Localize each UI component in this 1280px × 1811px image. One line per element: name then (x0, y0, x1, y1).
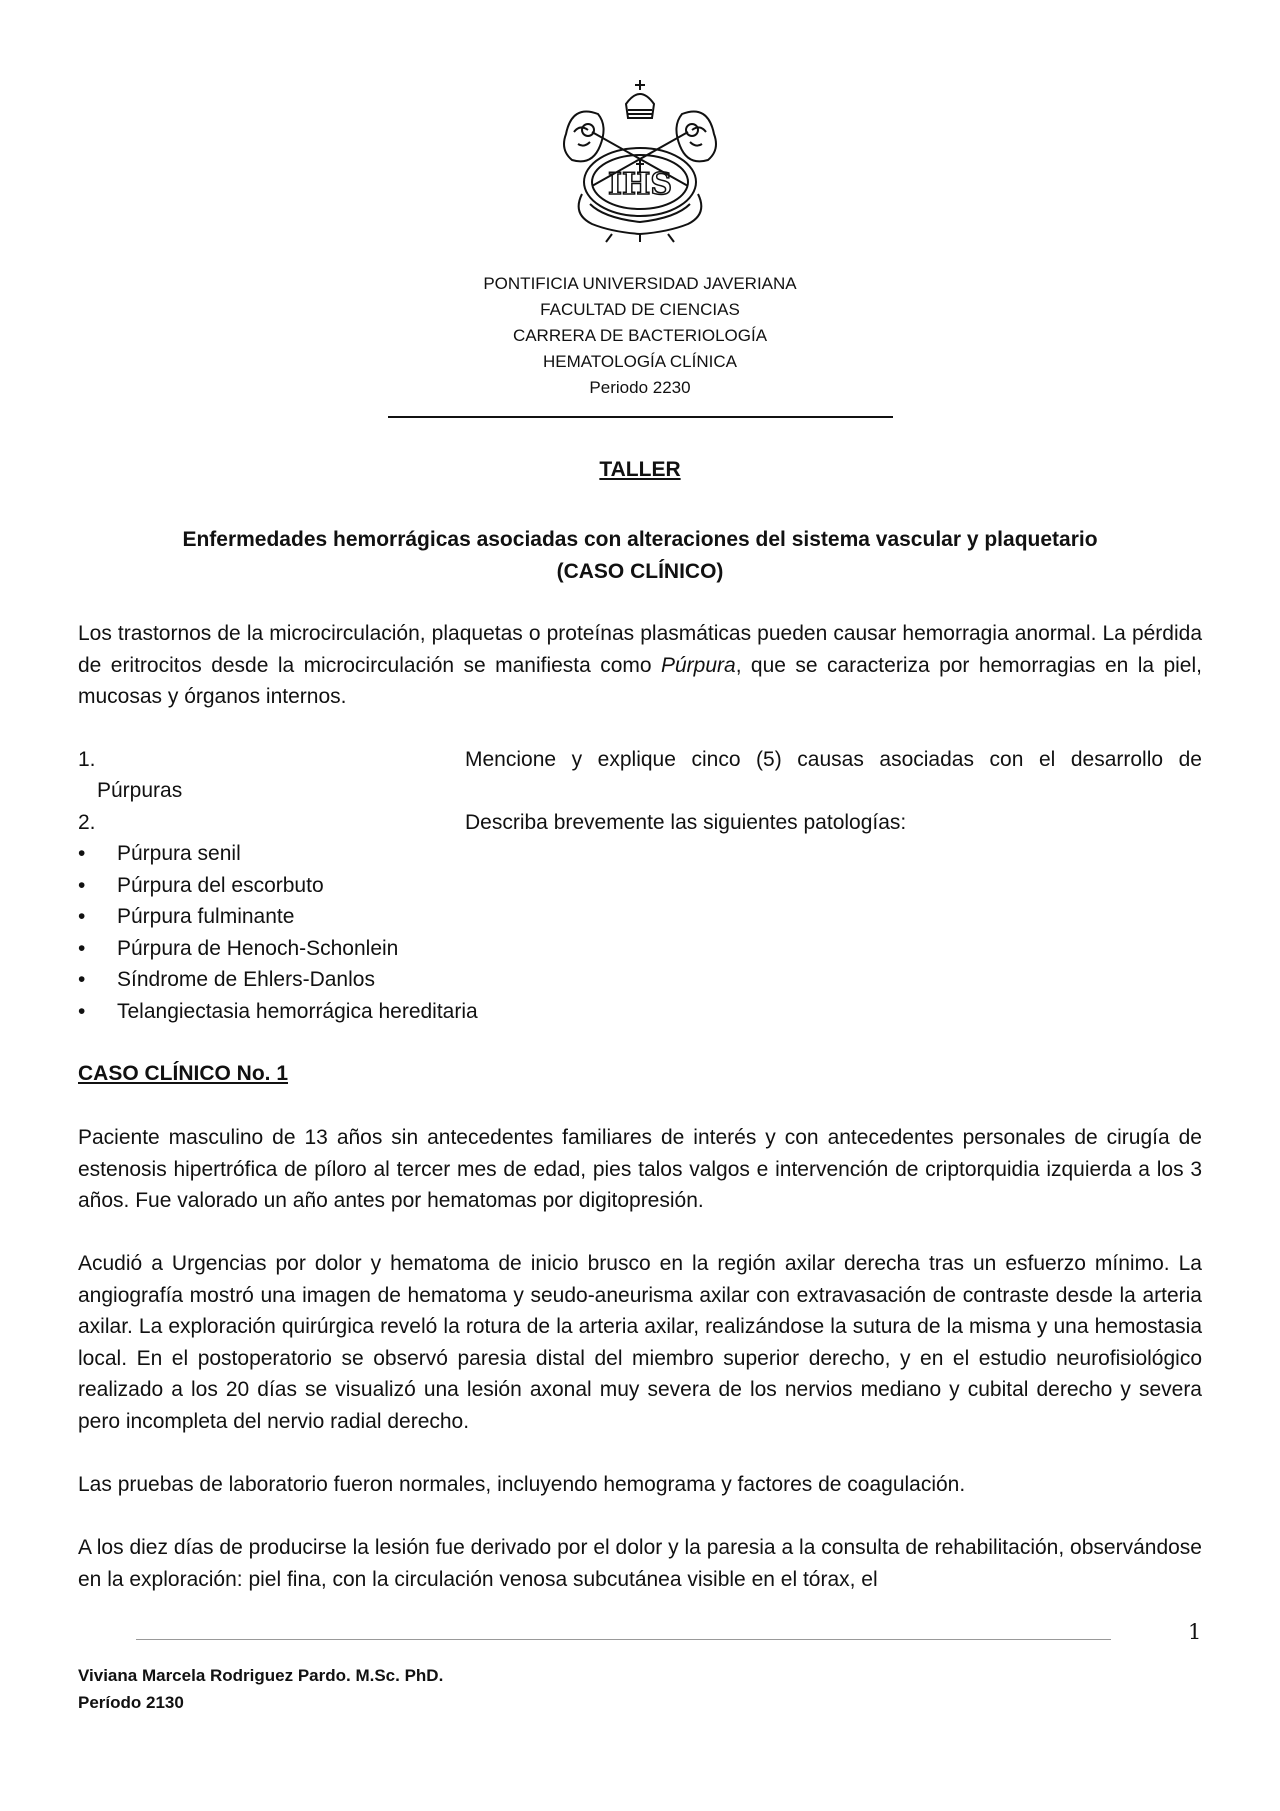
list-item: • Telangiectasia hemorrágica hereditaria (78, 996, 478, 1028)
question-2-text: Describa brevemente las siguientes patologías: (465, 811, 907, 834)
list-item: • Púrpura de Henoch-Schonlein (78, 933, 478, 965)
case-paragraph-4: A los diez días de producirse la lesión fue derivado por el dolor y la paresia a la consulta de rehabilitación, observándose en la exploración: piel fina, con la circulación venosa subcutánea visible en el tórax, el (78, 1536, 1202, 1591)
header-faculty: FACULTAD DE CIENCIAS (540, 300, 740, 319)
bullet-icon: • (78, 968, 86, 991)
footer-divider (136, 1639, 1111, 1640)
subtitle-line-2: (CASO CLÍNICO) (556, 560, 724, 583)
question-2-number: 2. (78, 811, 96, 834)
bullet-icon: • (78, 873, 86, 897)
list-item: • Síndrome de Ehlers-Danlos (78, 964, 478, 996)
intro-text-1: Los trastornos de la microcirculación, plaquetas o proteínas plasmáticas pueden causar hemorragia anormal. La pérdida de eritrocitos desde la microcirculación se manifiesta como (78, 622, 1202, 677)
page-title: TALLER (599, 458, 681, 481)
case-paragraph-2: Acudió a Urgencias por dolor y hematoma de inicio brusco en la región axilar derecha tras un esfuerzo mínimo. La angiografía mostró una imagen de hematoma y seudo-aneurisma axilar con extravasación de contraste desde la arteria axilar. La exploración quirúrgica reveló la rotura de la arteria axilar, realizándose la sutura de la misma y una hemostasia local. En el postoperatorio se observó paresia distal del miembro superior derecho, y en el estudio neurofisiológico realizado a los 20 días se visualizó una lesión axonal muy severa de los nervios mediano y cubital derecho y severa pero incompleta del nervio radial derecho. (78, 1252, 1202, 1433)
intro-text-2: , que se caracteriza por hemorragias en la piel, mucosas y órganos internos. (78, 653, 1202, 708)
bullet-icon: • (78, 905, 86, 928)
case-title: CASO CLÍNICO No. 1 (78, 1062, 289, 1085)
header-university: PONTIFICIA UNIVERSIDAD JAVERIANA (483, 274, 797, 293)
header-course: HEMATOLOGÍA CLÍNICA (543, 352, 737, 371)
list-item: • Púrpura fulminante (78, 901, 478, 933)
subtitle (0, 524, 1280, 588)
intro-paragraph (78, 618, 1202, 713)
bullet-icon: • (78, 936, 86, 960)
footer-author: Viviana Marcela Rodriguez Pardo. M.Sc. PhD. (78, 1666, 444, 1685)
bullet-icon: • (78, 999, 86, 1023)
question-1-number: 1. (78, 748, 96, 771)
header-program: CARRERA DE BACTERIOLOGÍA (512, 326, 768, 345)
question-1-continuation: Púrpuras (97, 779, 183, 802)
footer-period: Período 2130 (78, 1693, 184, 1712)
subtitle-line-1: Enfermedades hemorrágicas asociadas con alteraciones del sistema vascular y plaquetario (182, 528, 1098, 551)
page-number: 1 (1188, 1620, 1202, 1644)
case-paragraph-1: Paciente masculino de 13 años sin antecedentes familiares de interés y con antecedentes personales de cirugía de estenosis hipertrófica de píloro al tercer mes de edad, pies talos valgos e intervención de criptorquidia izquierda a los 3 años. Fue valorado un año antes por hematomas por digitopresión. (78, 1126, 1202, 1212)
intro-italic-term: Púrpura (660, 653, 736, 677)
bullet-icon: • (78, 842, 86, 865)
svg-text:IHS: IHS (607, 167, 673, 202)
list-item: • Púrpura senil (78, 838, 478, 870)
header-period: Periodo 2230 (589, 378, 691, 397)
pathology-list (78, 838, 478, 1027)
university-seal-emblem (552, 74, 728, 244)
list-item: • Púrpura del escorbuto (78, 870, 478, 902)
question-1-text: Mencione y explique cinco (5) causas asociadas con el desarrollo de (465, 748, 1202, 771)
case-paragraph-3: Las pruebas de laboratorio fueron normales, incluyendo hemograma y factores de coagulación. (78, 1473, 966, 1496)
header-divider (388, 416, 893, 418)
